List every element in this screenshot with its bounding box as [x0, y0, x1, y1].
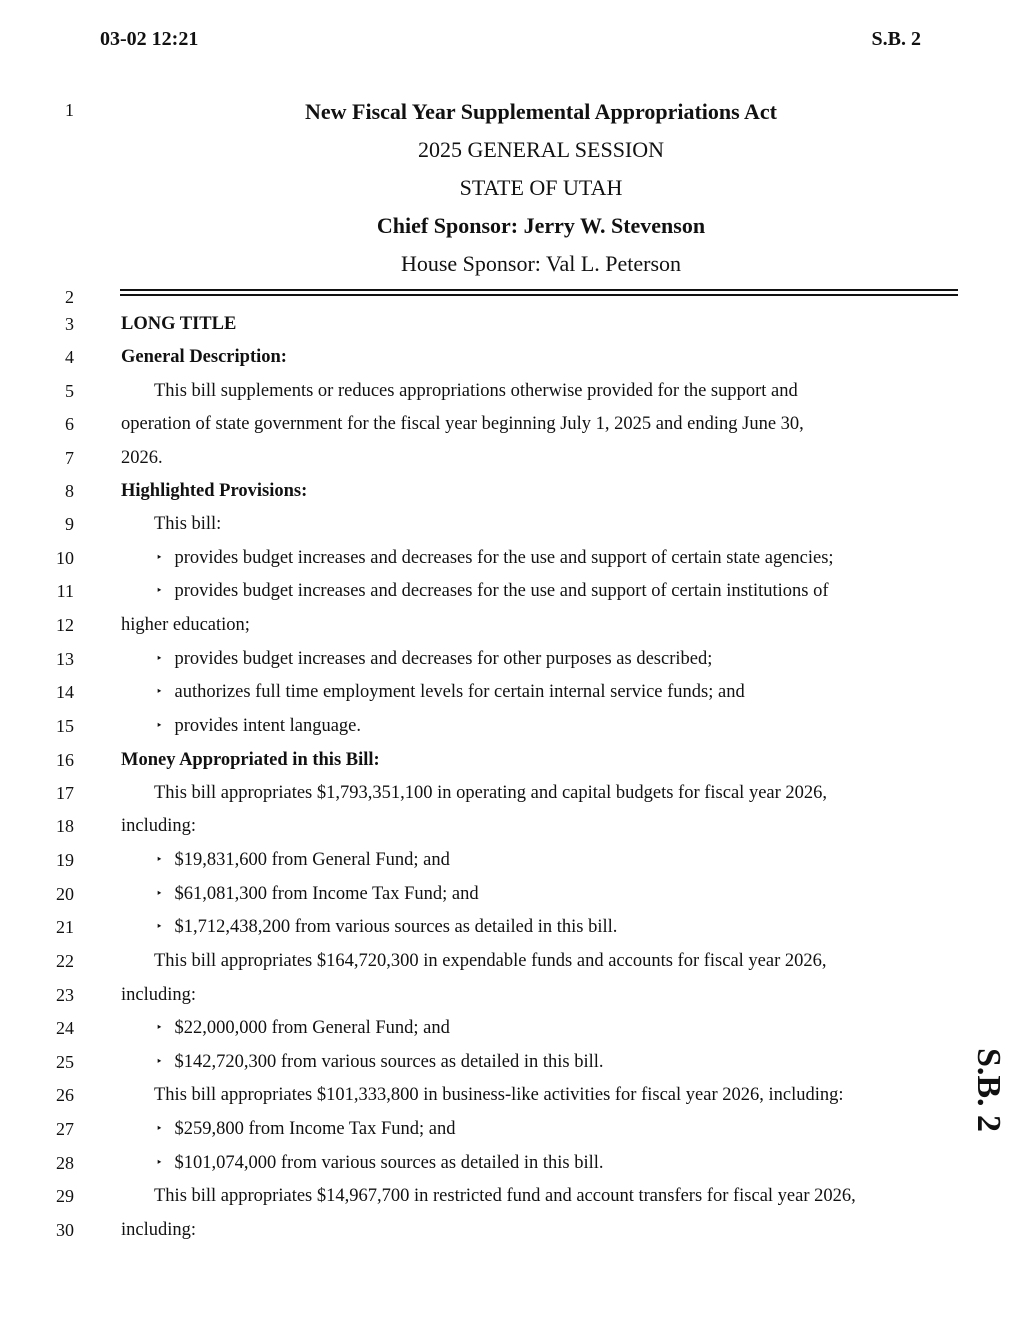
chief-sponsor: Chief Sponsor: Jerry W. Stevenson [376, 213, 706, 238]
list-item [156, 917, 617, 939]
list-item [156, 1052, 604, 1074]
line-number: 8 [65, 481, 74, 501]
general-description-heading: General Description: [121, 347, 287, 367]
highlighted-provisions-heading: Highlighted Provisions: [121, 481, 308, 501]
line-number: 11 [56, 581, 74, 601]
line-number: 23 [56, 985, 74, 1005]
line-number: 17 [56, 783, 74, 803]
header-bill-id: S.B. 2 [871, 28, 921, 50]
bullet-icon: ‣ [156, 921, 163, 933]
line-number: 25 [56, 1052, 74, 1072]
bullet-icon: ‣ [156, 686, 163, 698]
list-item [156, 548, 834, 570]
line-number: 10 [56, 548, 74, 568]
bill-title: New Fiscal Year Supplemental Appropriations Act [304, 99, 777, 124]
line-number: 26 [56, 1085, 74, 1105]
line-number: 15 [56, 716, 74, 736]
line-number: 9 [65, 514, 74, 534]
list-item-text: $19,831,600 from General Fund; and [174, 850, 450, 870]
list-item-text: $101,074,000 from various sources as detailed in this bill. [174, 1153, 604, 1173]
list-item-text: $1,712,438,200 from various sources as detailed in this bill. [174, 917, 618, 937]
title-divider-bottom [120, 294, 958, 296]
bullet-icon: ‣ [156, 653, 163, 665]
list-item-text: $22,000,000 from General Fund; and [174, 1018, 450, 1038]
list-item-text: provides intent language. [174, 716, 361, 736]
appropriation-text: including: [121, 816, 197, 836]
provisions-intro: This bill: [154, 514, 222, 534]
bullet-icon: ‣ [156, 585, 163, 597]
bullet-icon: ‣ [156, 1022, 163, 1034]
bullet-icon: ‣ [156, 1056, 163, 1068]
list-item [156, 1153, 604, 1175]
title-divider-top [120, 289, 958, 291]
description-text: operation of state government for the fiscal year beginning July 1, 2025 and ending June 30, [121, 414, 804, 434]
line-number: 5 [65, 381, 74, 401]
list-item-text: provides budget increases and decreases for the use and support of certain institutions of [174, 581, 829, 601]
list-item-continuation: higher education; [121, 615, 250, 635]
line-number: 30 [56, 1220, 74, 1240]
list-item [156, 1018, 450, 1040]
line-number: 21 [56, 917, 74, 937]
list-item [156, 884, 479, 906]
description-text: 2026. [121, 448, 163, 468]
bullet-icon: ‣ [156, 552, 163, 564]
list-item-text: provides budget increases and decreases for the use and support of certain state agencies; [174, 548, 834, 568]
list-item-text: $61,081,300 from Income Tax Fund; and [174, 884, 479, 904]
state-label: STATE OF UTAH [459, 175, 623, 200]
bullet-icon: ‣ [156, 1123, 163, 1135]
header-timestamp: 03-02 12:21 [100, 28, 199, 50]
line-number: 19 [56, 850, 74, 870]
line-number: 18 [56, 816, 74, 836]
appropriation-text: including: [121, 985, 197, 1005]
line-number: 27 [56, 1119, 74, 1139]
sidebar-bill-label-text: S.B. 2 [970, 1047, 1007, 1133]
list-item [156, 1119, 455, 1141]
line-number: 12 [56, 615, 74, 635]
house-sponsor: House Sponsor: Val L. Peterson [400, 251, 682, 276]
list-item-text: provides budget increases and decreases for other purposes as described; [174, 649, 713, 669]
long-title-heading: LONG TITLE [121, 314, 237, 334]
appropriation-text: This bill appropriates $1,793,351,100 in operating and capital budgets for fiscal year 2026, [154, 783, 828, 803]
line-number: 4 [65, 347, 74, 367]
list-item [156, 682, 745, 704]
line-number: 20 [56, 884, 74, 904]
list-item [156, 850, 450, 872]
list-item-text: $259,800 from Income Tax Fund; and [174, 1119, 456, 1139]
appropriation-text: This bill appropriates $14,967,700 in restricted fund and account transfers for fiscal year 2026, [154, 1186, 856, 1206]
list-item-text: authorizes full time employment levels for certain internal service funds; and [174, 682, 745, 702]
bullet-icon: ‣ [156, 720, 163, 732]
line-number: 6 [65, 414, 74, 434]
appropriation-text: including: [121, 1220, 197, 1240]
line-number: 24 [56, 1018, 74, 1038]
appropriation-text: This bill appropriates $101,333,800 in business-like activities for fiscal year 2026, including: [154, 1085, 844, 1105]
bullet-icon: ‣ [156, 854, 163, 866]
line-number: 14 [56, 682, 74, 702]
line-number: 1 [65, 100, 74, 120]
line-number: 3 [65, 314, 74, 334]
bullet-icon: ‣ [156, 1157, 163, 1169]
line-number: 2 [65, 287, 74, 307]
line-number: 28 [56, 1153, 74, 1173]
bullet-icon: ‣ [156, 888, 163, 900]
appropriation-text: This bill appropriates $164,720,300 in expendable funds and accounts for fiscal year 2026, [154, 951, 827, 971]
line-number: 13 [56, 649, 74, 669]
list-item [156, 581, 829, 603]
list-item [156, 649, 712, 671]
list-item-text: $142,720,300 from various sources as detailed in this bill. [174, 1052, 604, 1072]
sidebar-bill-label [968, 1040, 1008, 1140]
line-number: 29 [56, 1186, 74, 1206]
line-number: 22 [56, 951, 74, 971]
session-label: 2025 GENERAL SESSION [417, 137, 665, 162]
line-number: 7 [65, 448, 74, 468]
money-appropriated-heading: Money Appropriated in this Bill: [121, 750, 380, 770]
list-item [156, 716, 361, 738]
line-number: 16 [56, 750, 74, 770]
description-text: This bill supplements or reduces appropriations otherwise provided for the support and [154, 381, 798, 401]
